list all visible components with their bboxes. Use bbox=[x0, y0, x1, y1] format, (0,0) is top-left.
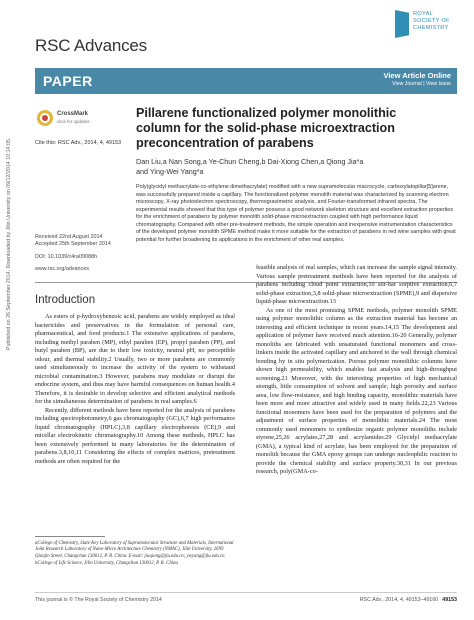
rsc-crest-icon bbox=[395, 10, 409, 38]
footnote-divider bbox=[35, 536, 105, 537]
article-title: Pillarene functionalized polymer monolithic column for the solid-phase microextraction preconcentration of parabens bbox=[136, 106, 397, 150]
rsc-logo-text: ROYAL SOCIETY OF CHEMISTRY bbox=[413, 11, 450, 31]
abstract bbox=[136, 184, 456, 244]
body-paragraph: feasible analysis of real samples, which can increase the sample signal intensity. Various sample pretreatment methods have been reported for the analysis of parabens including cloud point extraction,10 stir-bar sorptive extraction,6,7 solid-phase extraction,3,8 solid-phase microextraction (SPME),9 and dispersive liquid-phase microextraction.13 bbox=[256, 264, 457, 305]
citation: Cite this: RSC Adv., 2014, 4, 49153 bbox=[35, 140, 122, 146]
article-type-bar bbox=[35, 68, 457, 94]
journal-title: RSC Advances bbox=[35, 36, 147, 55]
footer-citation bbox=[360, 597, 457, 603]
footer-journal-ref: RSC Adv., 2014, 4, 49153–49160 bbox=[359, 597, 439, 603]
received-date: Received 22nd August 2014 bbox=[35, 234, 103, 240]
view-article-online-link[interactable]: View Article Online bbox=[383, 71, 451, 80]
view-online-links[interactable] bbox=[383, 71, 451, 88]
authors-line-1: Dan Liu,a Nan Song,a Ye-Chun Cheng,b Dai-Xiong Chen,a Qiong Jia*a bbox=[136, 157, 364, 166]
footnote-affiliation-b: bCollege of Life Science, Jilin University, Changchun 130012, P. R. China bbox=[35, 561, 178, 567]
view-journal-issue-links[interactable]: View Journal | View Issue bbox=[392, 81, 451, 87]
rsc-logo[interactable] bbox=[395, 8, 457, 48]
page-number: 49153 bbox=[442, 597, 457, 603]
authors-line-2: and Ying-Wei Yang*a bbox=[136, 167, 204, 176]
abstract-text: Poly(glycidyl methacrylate-co-ethylene dimethacrylate) modified with a new supramolecular macrocycle, carboxylatopillar[5]arene, was successfully prepared inside a capillary. The functionalized polymer monolith material was characterized by scanning electron microscopy, X-ray photoelectron spectroscopy, thermogravimetric analysis, and Fourier-transformed infrared spectra. The experimental results showed that this type of polymer possess a good network skeleton structure and excellent extraction properties for the enrichment of parabens by polymer monolith solid-phase microextraction coupled with high performance liquid chromatography. Compared with other pre-treatment methods, the simple operation and inexpensive instrumentation characteristics of the developed polymer monolith SPME method make it more suitable for the extraction of parabens in red wine samples with great potential for further broadening its applications in the enrichment of other real samples. bbox=[136, 184, 456, 243]
footer-divider bbox=[35, 592, 457, 593]
journal-url[interactable]: www.rsc.org/advances bbox=[35, 265, 89, 272]
footnote-affiliation-a: aCollege of Chemistry, State Key Laboratory of Supramolecular Structure and Materials, International Joint Research Laboratory of Nano-Micro Architecture Chemistry (NMAC), Jilin University, 2699 Qianjin Street, Changchun 130012, P. R. China. E-mail: jiaqiong@jlu.edu.cn; ywyang@jlu.edu.cn bbox=[35, 541, 234, 559]
body-paragraph: As one of the most promising SPME methods, polymer monolith SPME using polymer monolithic column as the extraction material has become an interesting and efficient technique in recent years.14,15 The development and application of polymer have received much attention.16-20 Generally, polymer monoliths are fabricated with unsaturated functional monomers and cross-linkers inside the activated capillary and anchored to the wall through chemical bonding by in situ polymerization. Porous polymer monolithic columns have shown high permeability, which enables fast analysis and high-throughput screening.21 Moreover, with the interesting properties of high mechanical strength, little consumption of solvent and sample, high porosity and surface area, low flow-resistance, and high binding capacity, monolithic materials have been more and more attractive and widely used in many fields.22,23 Various functional monomers have been used for the preparation of polymers and the adjustment of surface properties of monolithic materials.24 The most commonly used monomers to synthesize organic polymer monoliths include styrene,25,26 acrylates,27,28 and acrylamides.29 Glycidyl methacrylate (GMA), a typical kind of acrylate, has been employed for the preparation of monolith because the GMA epoxy groups can undergo nucleophilic reaction to provide the chemical stability and surface property.30,31 In our previous research, poly(GMA-co- bbox=[256, 306, 457, 475]
article-dates bbox=[35, 234, 125, 273]
accepted-date: Accepted 25th September 2014 bbox=[35, 241, 111, 248]
left-column bbox=[35, 313, 235, 466]
author-list bbox=[136, 157, 456, 177]
article-type-label: PAPER bbox=[43, 73, 93, 89]
section-heading-introduction: Introduction bbox=[35, 294, 96, 306]
body-paragraph: As esters of p-hydroxybenzoic acid, parabens are widely employed as ideal bactericides and preservatives in the formulation of personal care, pharmaceutical, and food products.1 The extensive applications of parabens, including methyl paraben (MP), ethyl paraben (EP), propyl paraben (PP), and butyl paraben (BP), are due to their low toxicity, neutral pH, no perceptible odour, and thermal stability.2 Usually, two or more parabens are commonly used simultaneously to increase the activity of the system to withstand microbial contamination.3 However, parabens may modulate or disrupt the endocrine system, and thus may have harmful consequences on human health.4 Therefore, it is desirable to develop selective and efficient analytical methods for the simultaneous determination of parabens in real samples.6 bbox=[35, 313, 235, 405]
download-notice: Published on 26 September 2014. Downloaded by Jilin University on 09/12/2014 10:14:05. bbox=[6, 137, 12, 350]
crossmark-sub: click for updates bbox=[57, 119, 90, 124]
body-paragraph: Recently, different methods have been reported for the analysis of parabens including spectrophotometry,6 gas chromatography (GC),6,7 high performance liquid chromatography (HPLC),3,8 capillary electrophoresis (CE),9 and micellar electrokinetic chromatography.10 Among these methods, HPLC has been extensively performed in many laboratories for the determination of parabens.3,8,10,11 Considering the effects of complex matrices, pretreatment methods are often required for the bbox=[35, 406, 235, 465]
right-column bbox=[256, 264, 457, 477]
footer-copyright: This journal is © The Royal Society of Chemistry 2014 bbox=[35, 597, 162, 603]
doi[interactable]: DOI: 10.1039/c4ra09088h bbox=[35, 253, 98, 260]
crossmark-label: CrossMark bbox=[57, 111, 89, 117]
crossmark-button[interactable] bbox=[37, 110, 97, 130]
footnotes bbox=[35, 541, 235, 569]
crossmark-icon bbox=[37, 110, 53, 126]
